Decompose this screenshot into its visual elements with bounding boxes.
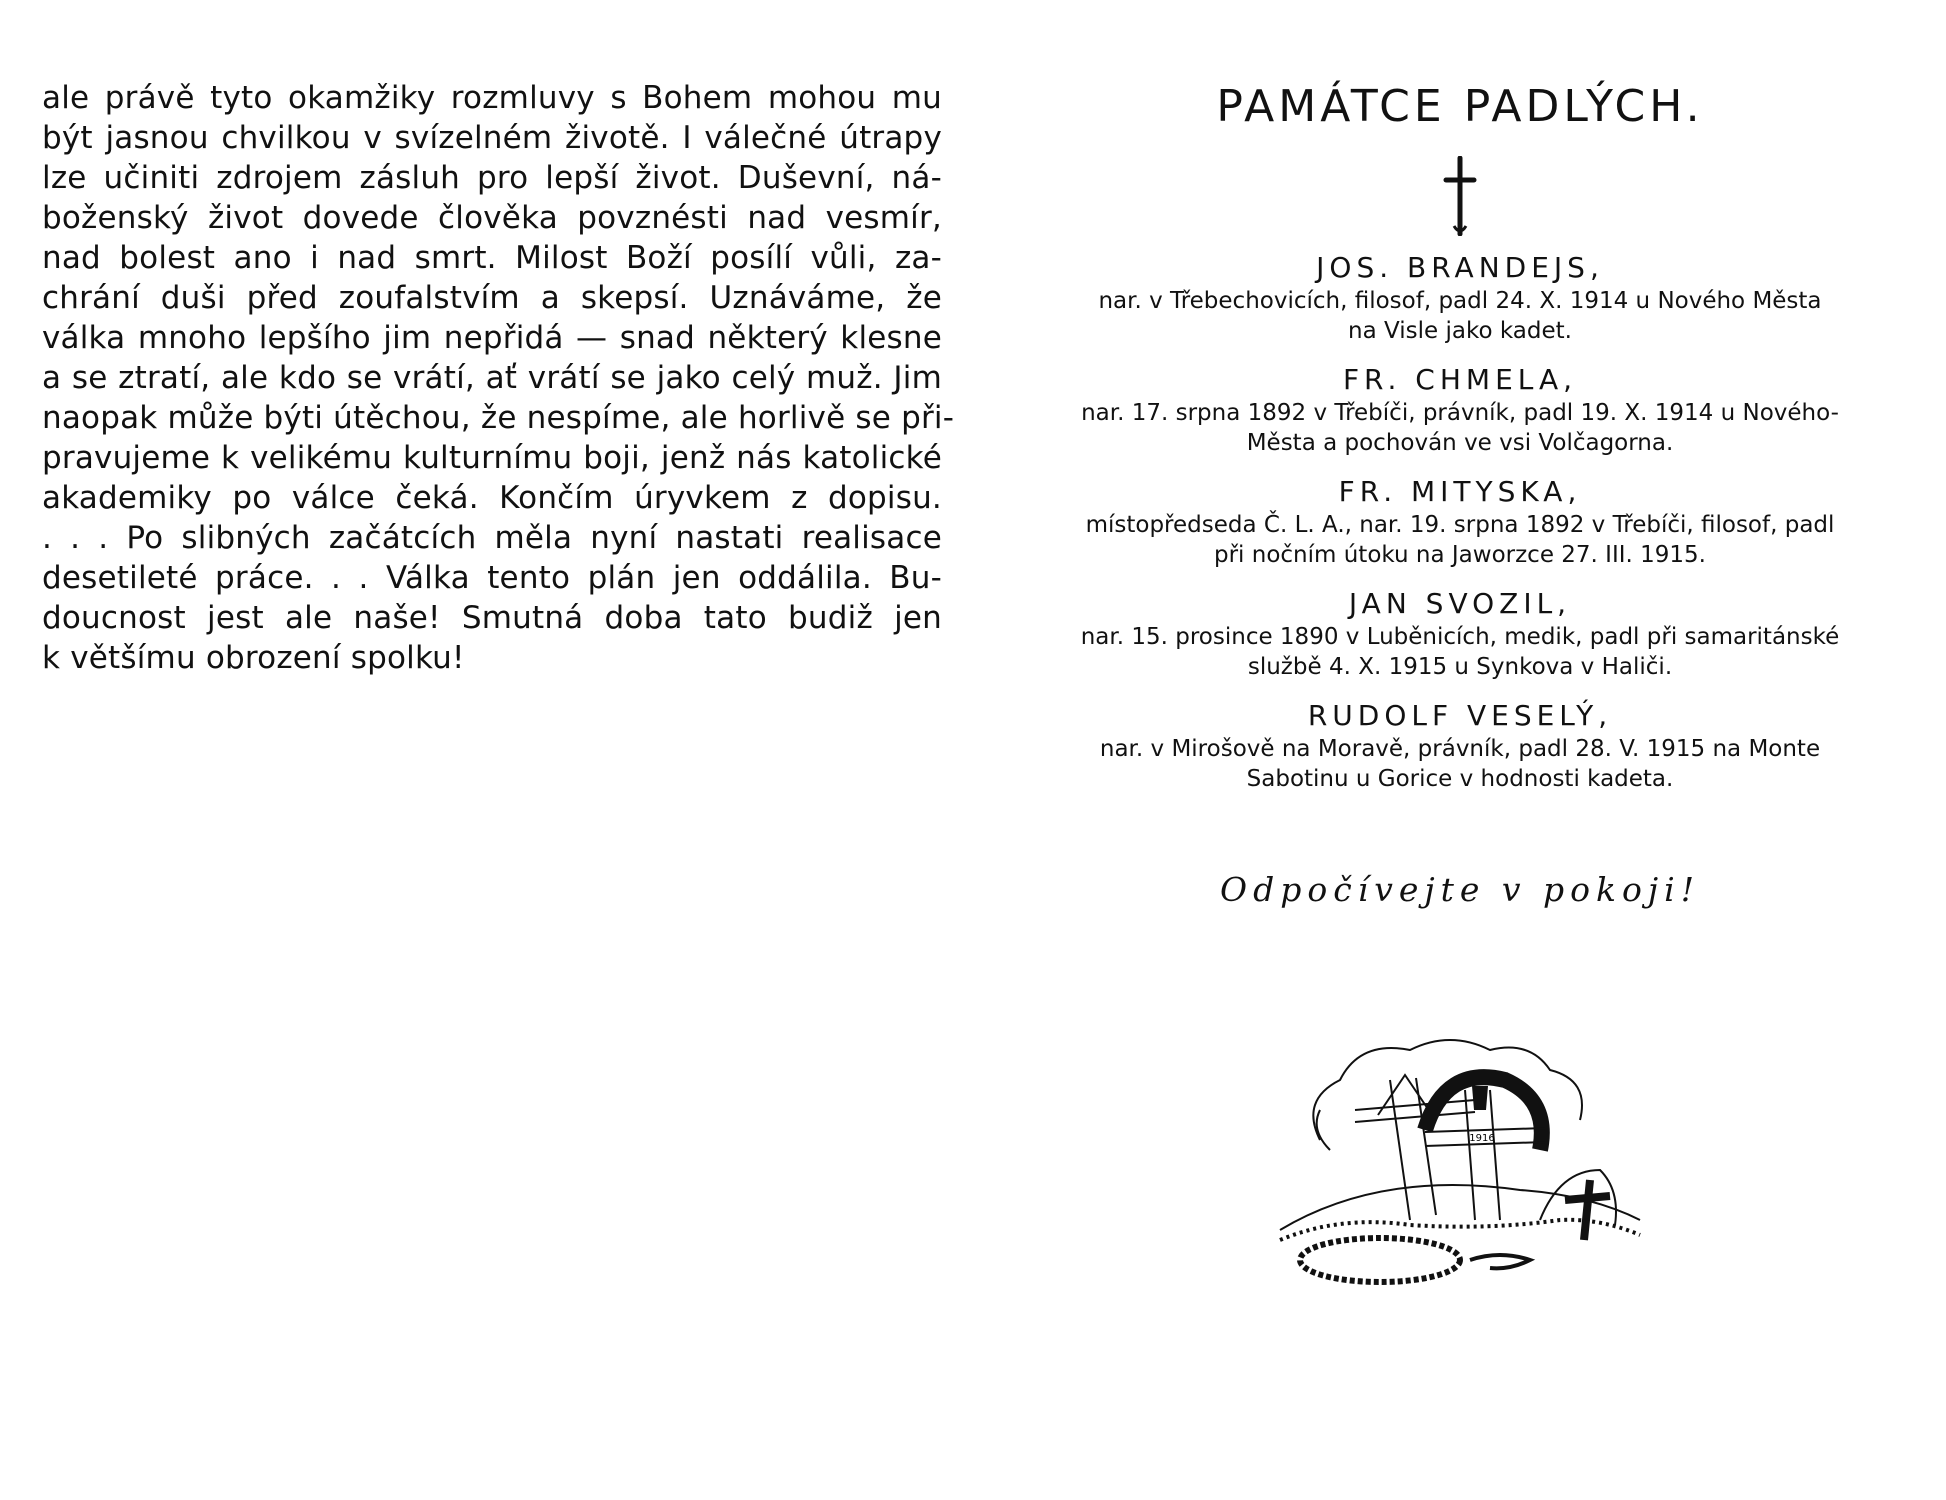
text-line: boženský život dovede člověka povznésti nad vesmír, (42, 200, 942, 236)
fallen-name: RUDOLF VESELÝ, (1307, 699, 1613, 732)
fallen-entry (1010, 474, 1910, 570)
fallen-name: FR. MITYSKA, (1338, 475, 1582, 508)
fallen-detail: místopředseda Č. L. A., nar. 19. srpna 1892 v Třebíči, filosof, padl (1085, 512, 1835, 538)
fallen-entry (1010, 586, 1910, 682)
closing-phrase: Odpočívejte v pokoji! (1220, 870, 1700, 909)
fallen-name: FR. CHMELA, (1342, 363, 1578, 396)
text-line: a se ztratí, ale kdo se vrátí, ať vrátí se jako celý muž. Jim (42, 360, 942, 396)
fallen-name: JOS. BRANDEJS, (1316, 251, 1604, 284)
cross-icon (1010, 156, 1910, 240)
text-line: být jasnou chvilkou v svízelném životě. I válečné útrapy (42, 120, 942, 156)
fallen-detail: Sabotinu u Gorice v hodnosti kadeta. (1246, 766, 1674, 792)
cloud-outline (1317, 1110, 1330, 1150)
fallen-detail: nar. v Třebechovicích, filosof, padl 24. X. 1914 u Nového Města (1098, 288, 1822, 314)
text-line: k většímu obrození spolku! (42, 640, 465, 676)
text-line: . . . Po slibných začátcích měla nyní nastati realisace (42, 520, 942, 556)
text-line: válka mnoho lepšího jim nepřidá — snad některý klesne (42, 320, 942, 356)
text-line: akademiky po válce čeká. Končím úryvkem z dopisu. (42, 480, 942, 516)
fallen-detail: nar. 15. prosince 1890 v Luběnicích, medik, padl při samaritánské (1080, 624, 1840, 650)
fallen-detail: Města a pochován ve vsi Volčagorna. (1246, 430, 1674, 456)
text-line: lze učiniti zdrojem zásluh pro lepší život. Duševní, ná- (42, 160, 942, 196)
fallen-entry (1010, 250, 1910, 346)
wreath-ribbon (1470, 1255, 1530, 1268)
fallen-detail: nar. v Mirošově na Moravě, právník, padl 28. V. 1915 na Monte (1099, 736, 1821, 762)
fallen-entry (1010, 362, 1910, 458)
text-line: naopak může býti útěchou, že nespíme, ale horlivě se při- (42, 400, 955, 436)
fallen-name: JAN SVOZIL, (1348, 587, 1572, 620)
fallen-entry (1010, 698, 1910, 794)
text-line: ale právě tyto okamžiky rozmluvy s Bohem mohou mu (42, 80, 942, 116)
fallen-detail: na Visle jako kadet. (1348, 318, 1572, 344)
left-page-text (42, 78, 955, 678)
wreath (1300, 1238, 1460, 1282)
fallen-detail: nar. 17. srpna 1892 v Třebíči, právník, padl 19. X. 1914 u Nového- (1081, 400, 1839, 426)
cross-year: 1916 (1469, 1133, 1495, 1144)
text-line: doucnost jest ale naše! Smutná doba tato budiž jen (42, 600, 942, 636)
small-dark-cross (1565, 1180, 1610, 1240)
graves-illustration (1260, 1020, 1660, 1300)
right-grave-cross (1425, 1077, 1545, 1220)
text-line: nad bolest ano i nad smrt. Milost Boží posílí vůli, za- (42, 240, 942, 276)
fallen-detail: při nočním útoku na Jaworzce 27. III. 1915. (1214, 542, 1706, 568)
text-line: chrání duši před zoufalstvím a skepsí. Uznáváme, že (42, 280, 942, 316)
right-page-memorial (1010, 70, 1910, 1304)
left-grave-cross (1355, 1075, 1475, 1220)
fallen-detail: službě 4. X. 1915 u Synkova v Haliči. (1247, 654, 1673, 680)
memorial-title: PAMÁTCE PADLÝCH. (1216, 81, 1704, 132)
text-line: pravujeme k velikému kulturnímu boji, jenž nás katolické (42, 440, 942, 476)
text-line: desetileté práce. . . Válka tento plán jen oddálila. Bu- (42, 560, 942, 596)
